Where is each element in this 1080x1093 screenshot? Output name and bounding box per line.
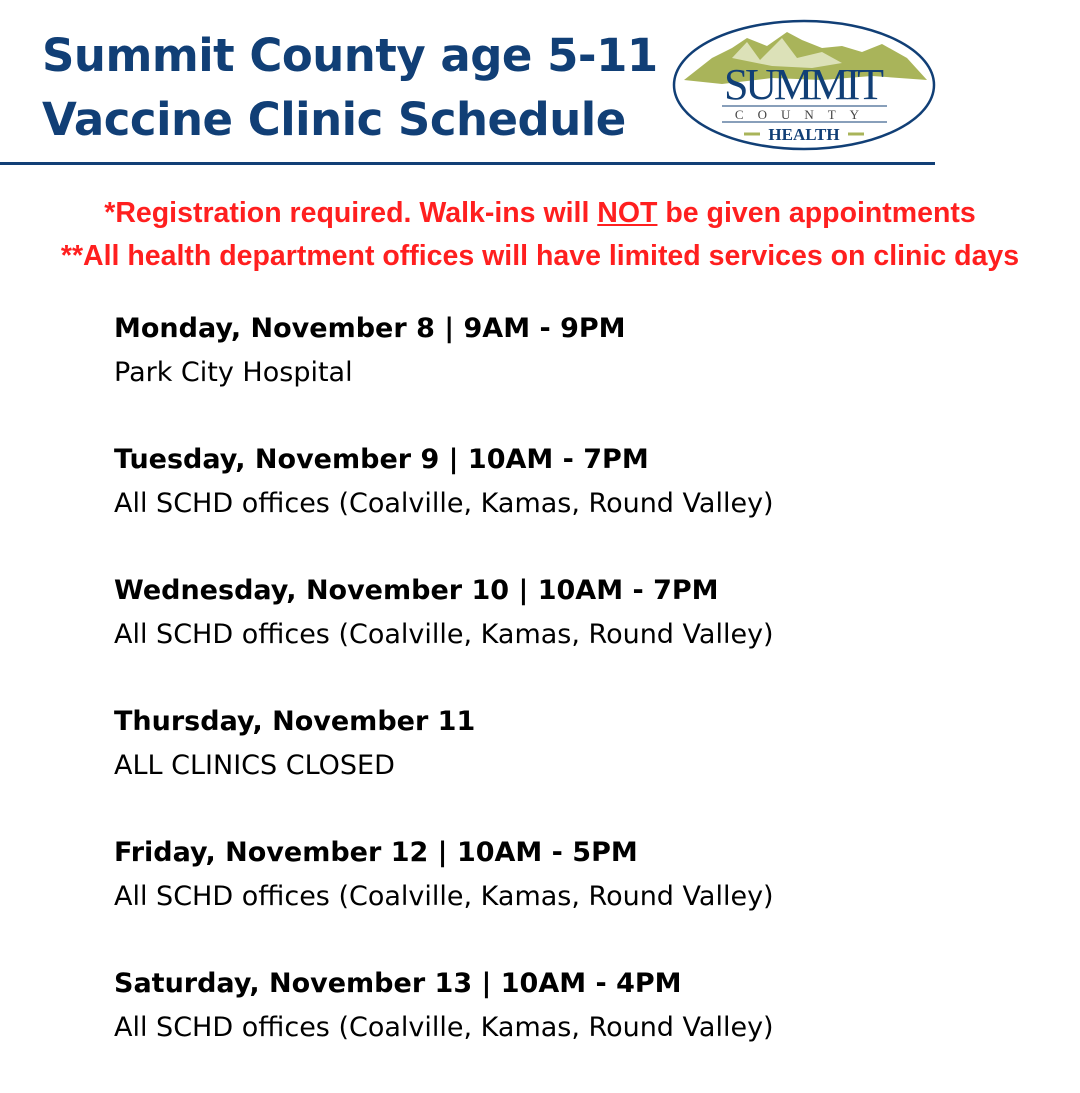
schedule-entry (114, 438, 774, 569)
notice-block (0, 192, 1080, 278)
notice-text: be given appointments (657, 197, 976, 229)
schedule-entry (114, 569, 774, 700)
entry-heading: Friday, November 12 | 10AM - 5PM (114, 837, 638, 868)
summit-county-health-logo (672, 18, 936, 152)
logo-word-summit: SUMMIT (724, 60, 884, 109)
header-divider (0, 162, 935, 165)
entry-heading: Thursday, November 11 (114, 706, 476, 737)
registration-notice (0, 192, 1080, 235)
logo-word-county: COUNTY (734, 107, 874, 122)
clinic-schedule (114, 307, 774, 1093)
schedule-entry (114, 700, 774, 831)
entry-location: Park City Hospital (114, 357, 353, 388)
entry-heading: Wednesday, November 10 | 10AM - 7PM (114, 575, 719, 606)
schedule-entry (114, 307, 774, 438)
logo-word-health: HEALTH (768, 125, 840, 144)
title-line-1: Summit County age 5-11 (42, 29, 658, 82)
entry-location: ALL CLINICS CLOSED (114, 750, 395, 781)
entry-heading: Tuesday, November 9 | 10AM - 7PM (114, 444, 649, 475)
entry-heading: Monday, November 8 | 9AM - 9PM (114, 313, 626, 344)
entry-location: All SCHD offices (Coalville, Kamas, Round Valley) (114, 619, 774, 650)
title-line-2: Vaccine Clinic Schedule (42, 93, 626, 146)
entry-location: All SCHD offices (Coalville, Kamas, Round Valley) (114, 881, 774, 912)
entry-heading: Saturday, November 13 | 10AM - 4PM (114, 968, 682, 999)
notice-emphasis: NOT (597, 197, 658, 229)
notice-text: *Registration required. Walk-ins will (104, 197, 598, 229)
limited-services-notice: **All health department offices will have limited services on clinic days (60, 240, 1020, 272)
entry-location: All SCHD offices (Coalville, Kamas, Round Valley) (114, 488, 774, 519)
page-title (42, 24, 658, 152)
schedule-entry (114, 962, 774, 1093)
entry-location: All SCHD offices (Coalville, Kamas, Round Valley) (114, 1012, 774, 1043)
schedule-entry (114, 831, 774, 962)
